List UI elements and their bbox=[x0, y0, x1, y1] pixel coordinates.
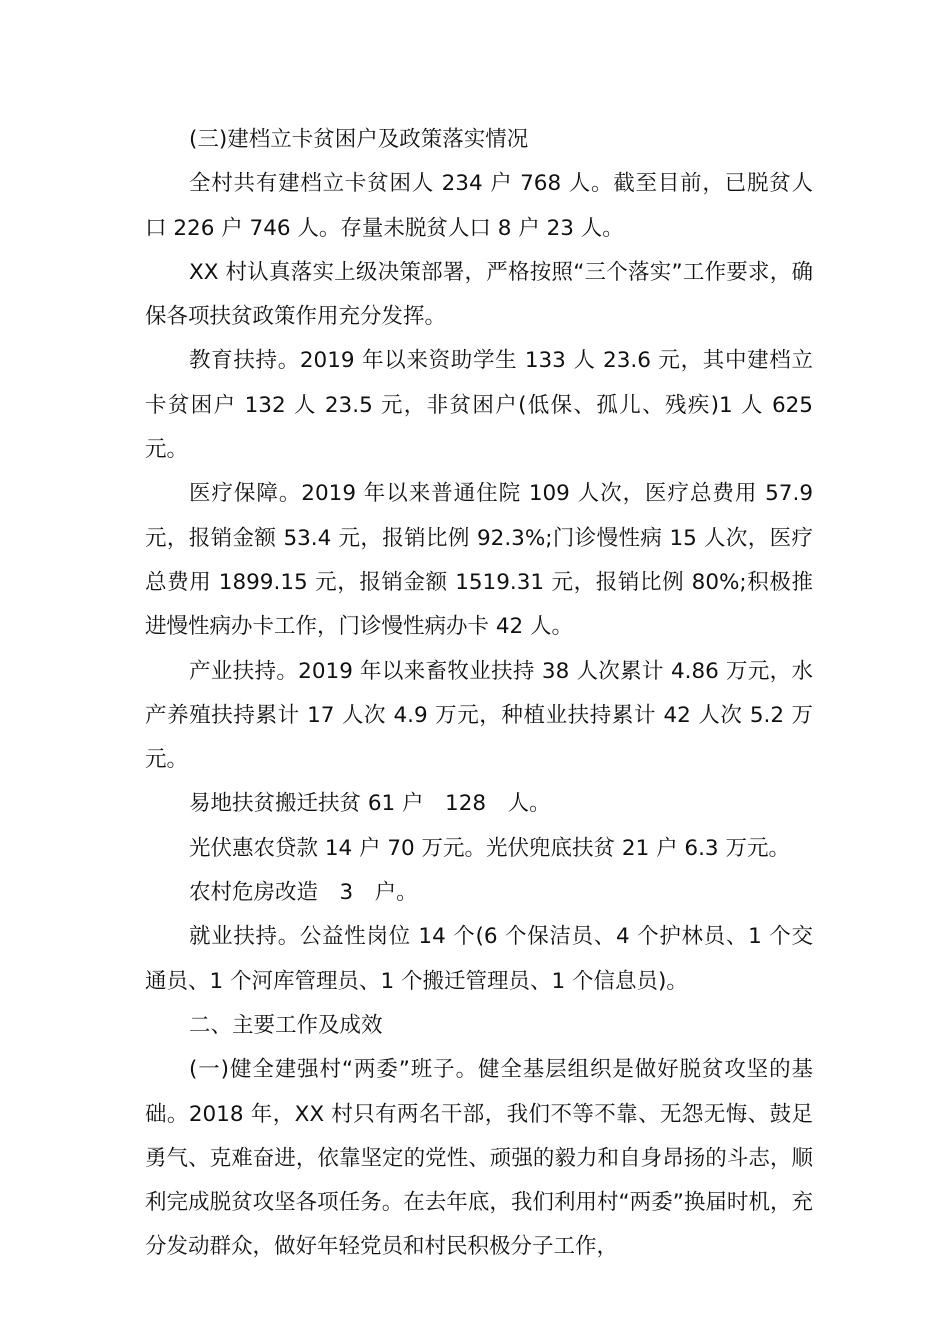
paragraph-village-committee: (一)健全建强村“两委”班子。健全基层组织是做好脱贫攻坚的基础。2018 年，XX 村只有两名干部，我们不等不靠、无怨无悔、鼓足勇气、克难奋进，依靠坚定的党性、顽强的毅力和自身昂扬的斗志，顺利完成脱贫攻坚各项任务。在去年底，我们利用村“两委”换届时机，充分发动群众，做好年轻党员和村民积极分子工作， bbox=[145, 1057, 813, 1260]
paragraph-relocation: 易地扶贫搬迁扶贫 61 户 128 人。 bbox=[189, 791, 551, 817]
paragraph-housing-renovation: 农村危房改造 3 户。 bbox=[189, 880, 418, 906]
paragraph-household-statistics: 全村共有建档立卡贫困人 234 户 768 人。截至目前，已脱贫人口 226 户 746 人。存量未脱贫人口 8 户 23 人。 bbox=[145, 171, 813, 241]
paragraph-policy-implementation: XX 村认真落实上级决策部署，严格按照“三个落实”工作要求，确保各项扶贫政策作用充分发挥。 bbox=[145, 259, 813, 330]
paragraph-education-support: 教育扶持。2019 年以来资助学生 133 人 23.6 元，其中建档立卡贫困户 132 人 23.5 元，非贫困户(低保、孤儿、残疾)1 人 625 元。 bbox=[145, 348, 813, 463]
paragraph-employment-support: 就业扶持。公益性岗位 14 个(6 个保洁员、4 个护林员、1 个交通员、1 个河库管理员、1 个搬迁管理员、1 个信息员)。 bbox=[145, 924, 813, 994]
section-heading-main-work: 二、主要工作及成效 bbox=[189, 1012, 383, 1038]
paragraph-industry-support: 产业扶持。2019 年以来畜牧业扶持 38 人次累计 4.86 万元，水产养殖扶持累计 17 人次 4.9 万元，种植业扶持累计 42 人次 5.2 万元。 bbox=[145, 658, 813, 773]
paragraph-medical-security: 医疗保障。2019 年以来普通住院 109 人次，医疗总费用 57.9 元，报销金额 53.4 元，报销比例 92.3%;门诊慢性病 15 人次，医疗总费用 1899.15 元，报销金额 1519.31 元，报销比例 80%;积极推进慢性病办卡工作，门诊慢性病办卡 42 人。 bbox=[145, 481, 813, 640]
paragraph-photovoltaic: 光伏惠农贷款 14 户 70 万元。光伏兜底扶贫 21 户 6.3 万元。 bbox=[189, 835, 790, 861]
document-body bbox=[145, 118, 813, 1270]
section-heading-poverty-households: (三)建档立卡贫困户及政策落实情况 bbox=[189, 127, 529, 152]
